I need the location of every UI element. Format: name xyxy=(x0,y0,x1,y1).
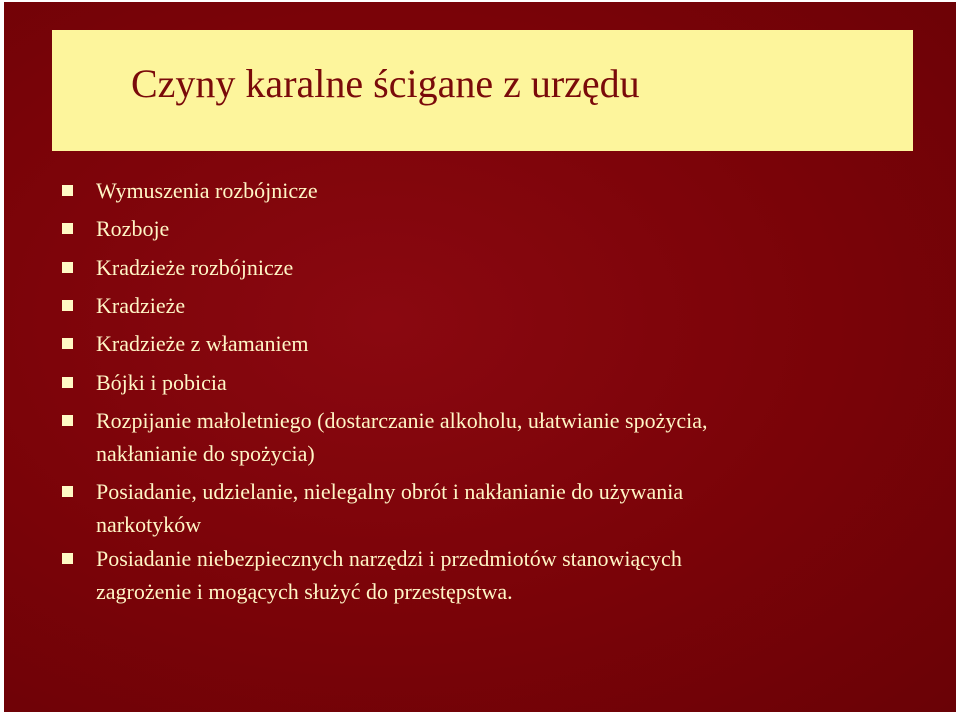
bullet-text: Kradzieże z włamaniem xyxy=(96,331,309,356)
bullet-text: Rozpijanie małoletniego (dostarczanie alkoholu, ułatwianie spożycia, xyxy=(96,408,708,433)
bullet-text: Bójki i pobicia xyxy=(96,370,227,395)
slide-title: Czyny karalne ścigane z urzędu xyxy=(131,61,640,106)
square-bullet-icon xyxy=(62,262,73,273)
slide xyxy=(4,2,956,712)
square-bullet-icon xyxy=(62,486,73,497)
square-bullet-icon xyxy=(62,223,73,234)
square-bullet-icon xyxy=(62,300,73,311)
square-bullet-icon xyxy=(62,185,73,196)
bullet-text-continuation: nakłanianie do spożycia) xyxy=(96,441,315,466)
bullet-text-continuation: narkotyków xyxy=(96,512,202,537)
square-bullet-icon xyxy=(62,415,73,426)
bullet-text: Posiadanie, udzielanie, nielegalny obrót i nakłanianie do używania xyxy=(96,479,684,504)
square-bullet-icon xyxy=(62,377,73,388)
bullet-text: Wymuszenia rozbójnicze xyxy=(96,178,318,203)
bullet-text: Kradzieże rozbójnicze xyxy=(96,255,294,280)
square-bullet-icon xyxy=(62,553,73,564)
bullet-text: Kradzieże xyxy=(96,293,186,318)
bullet-text-continuation: zagrożenie i mogących służyć do przestępstwa. xyxy=(96,579,513,604)
bullet-text: Posiadanie niebezpiecznych narzędzi i przedmiotów stanowiących xyxy=(96,546,682,571)
square-bullet-icon xyxy=(62,338,73,349)
bullet-text: Rozboje xyxy=(96,216,170,241)
